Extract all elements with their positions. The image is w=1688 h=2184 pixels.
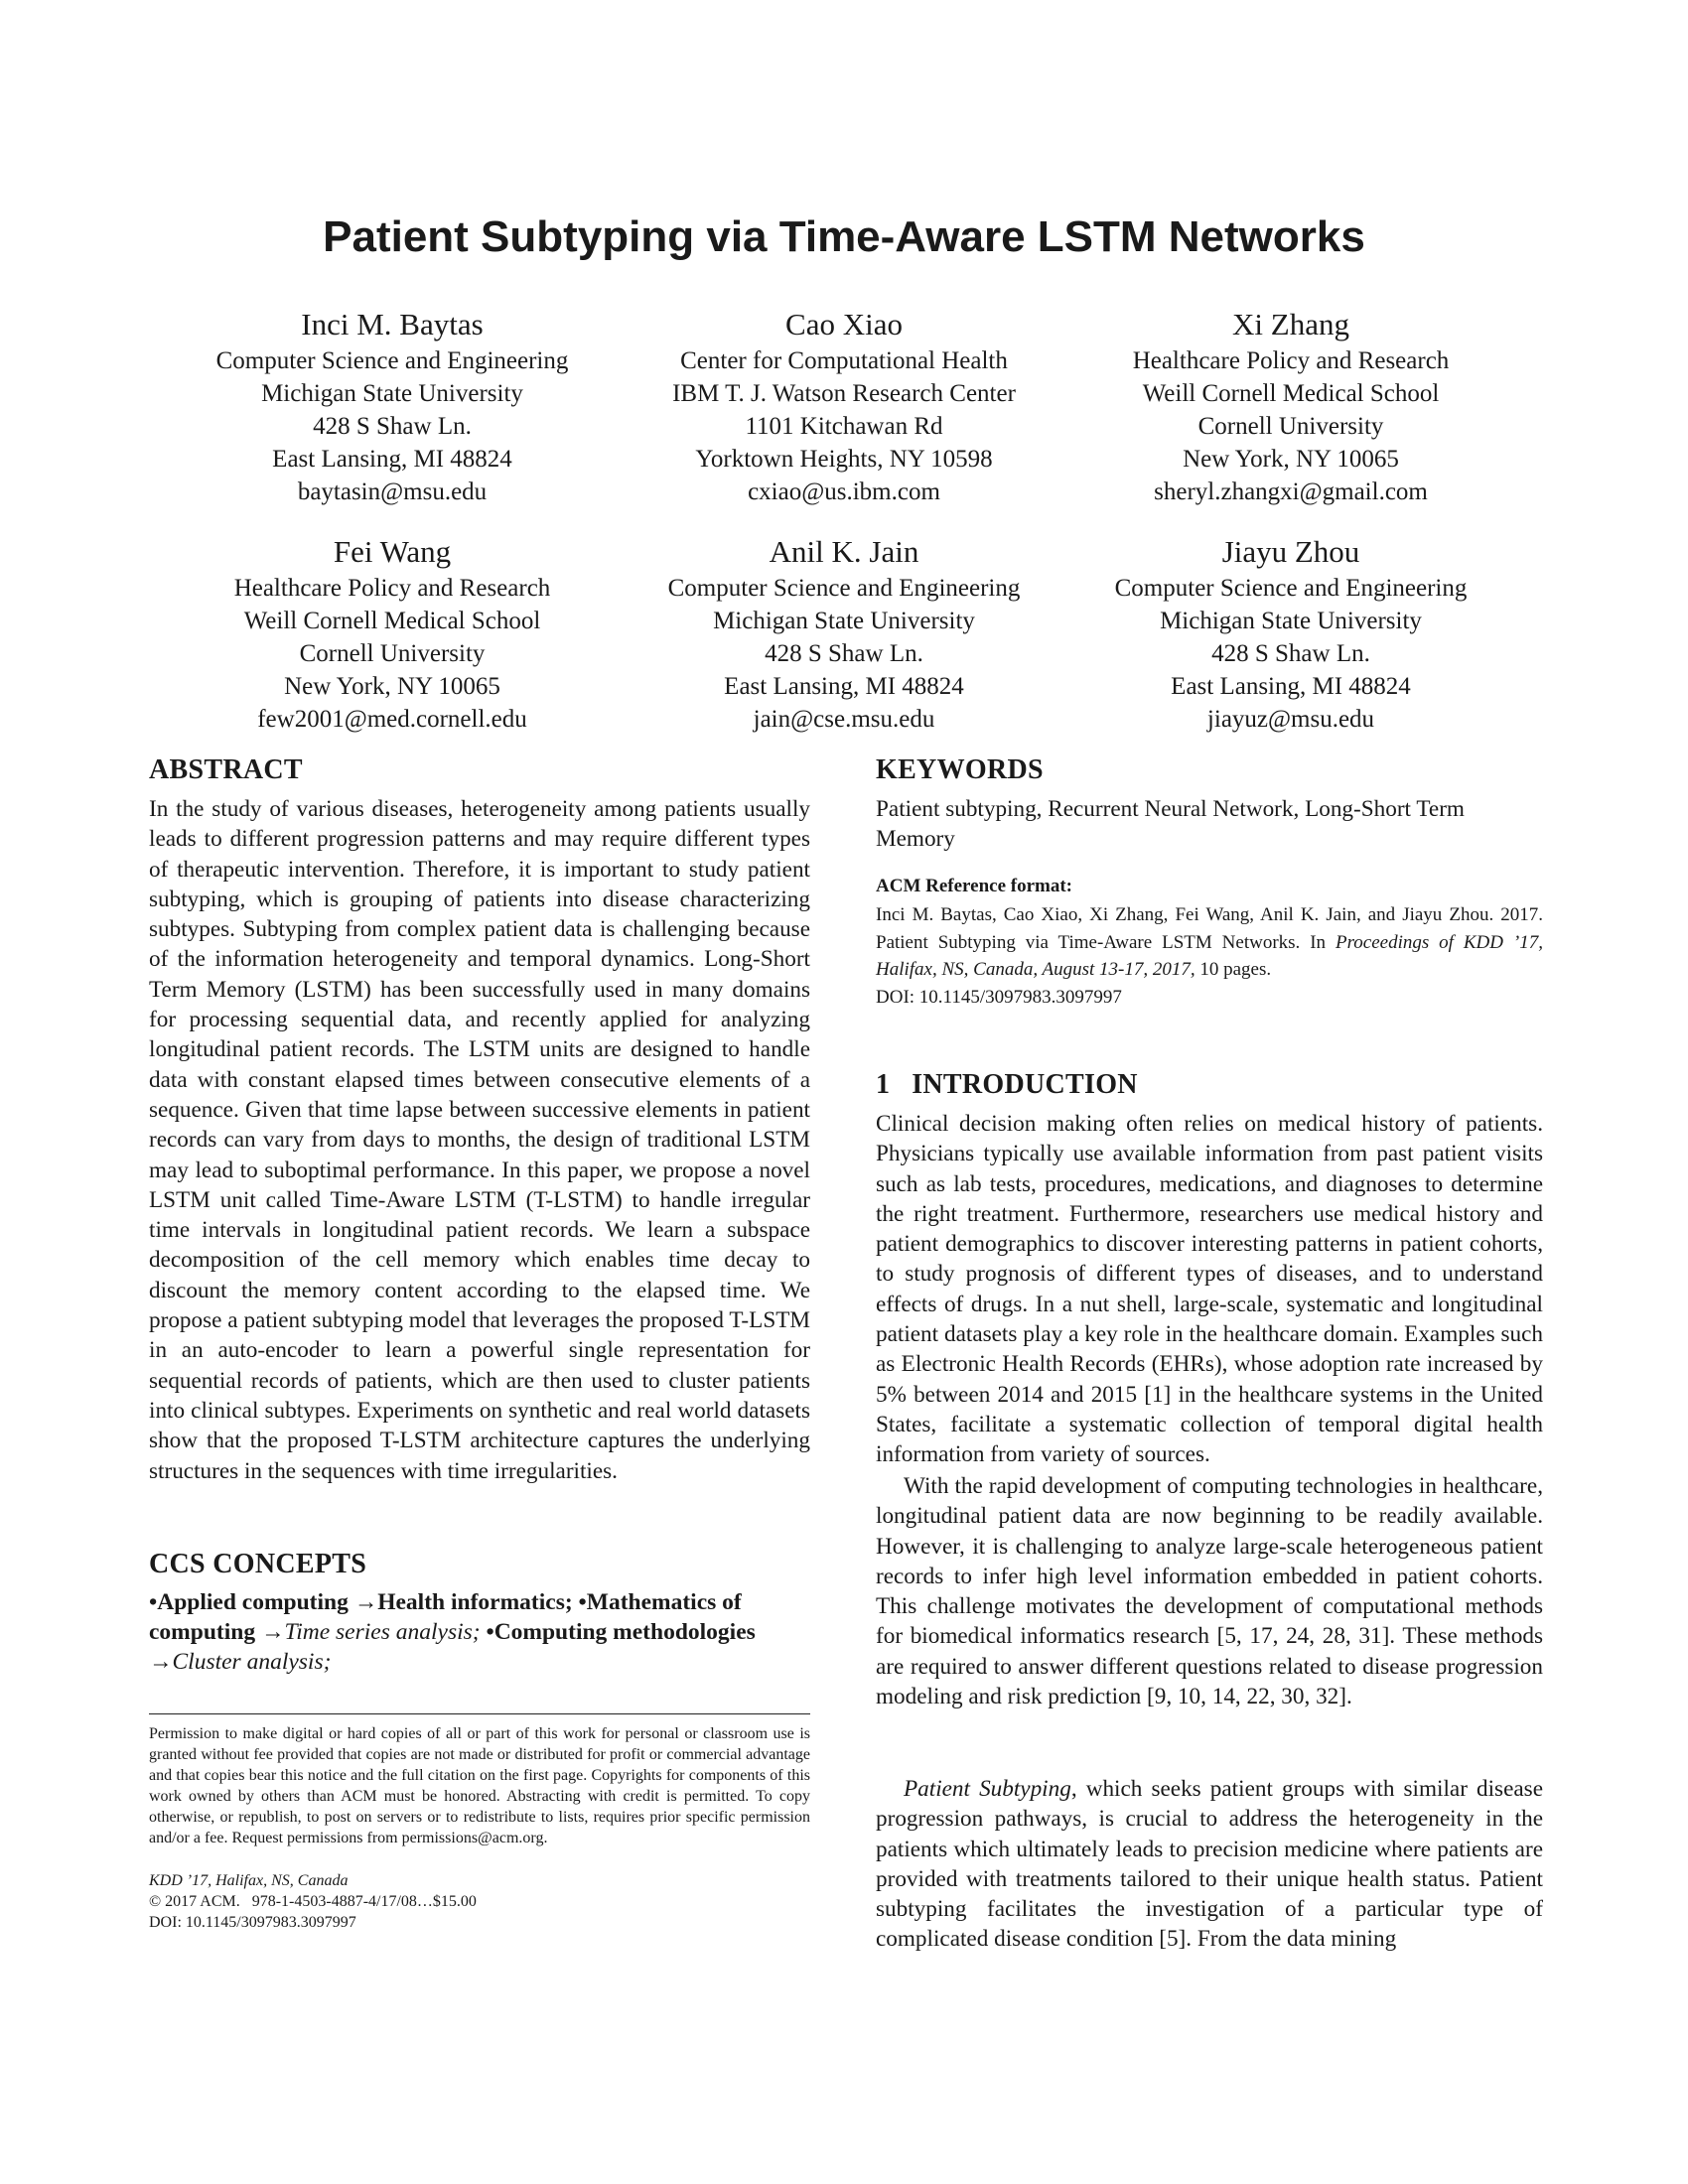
author-affiliation: Michigan State University <box>261 380 523 407</box>
ccs-heading: CCS CONCEPTS <box>149 1549 367 1579</box>
author-email[interactable]: jiayuz@msu.edu <box>1206 706 1375 733</box>
ccs-concepts <box>149 1587 814 1677</box>
author-name: Fei Wang <box>333 534 452 569</box>
intro-paragraph-3-text: , which seeks patient groups with similar disease progression pathways, is crucial to address the heterogeneity in the patients which ultimately leads to precision medicine where patients are provided with treatments tailored to their unique health status. Patient subtyping facilitates the investigation of a particular type of complicated disease condition [5]. From the data mining <box>876 1776 1543 1953</box>
author-address: Cornell University <box>1197 413 1384 440</box>
author-address: Yorktown Heights, NY 10598 <box>695 446 993 473</box>
author-address: 428 S Shaw Ln. <box>765 640 923 667</box>
author-address: 428 S Shaw Ln. <box>1211 640 1370 667</box>
author-address: East Lansing, MI 48824 <box>1171 673 1411 700</box>
intro-paragraph-2: With the rapid development of computing technologies in healthcare, longitudinal patient data are now beginning to be readily available. However, it is challenging to analyze large-scale heterogeneous patient records to infer high level information embedded in patient cohorts. This challenge motivates the development of computational methods for biomedical informatics research [5, 17, 24, 28, 31]. These methods are required to answer different questions related to disease progression modeling and risk prediction [9, 10, 14, 22, 30, 32]. <box>876 1473 1543 1710</box>
keywords-text: Patient subtyping, Recurrent Neural Network, Long-Short Term Memory <box>876 796 1465 853</box>
intro-heading-text: 1 INTRODUCTION <box>876 1069 1138 1100</box>
abstract-heading: ABSTRACT <box>149 754 303 785</box>
author-email[interactable]: jain@cse.msu.edu <box>753 706 935 733</box>
author-email[interactable]: cxiao@us.ibm.com <box>748 478 940 505</box>
author-affiliation: Computer Science and Engineering <box>667 575 1021 602</box>
copyright: © 2017 ACM. 978-1-4503-4887-4/17/08…$15.00 <box>149 1893 477 1910</box>
paper-title: Patient Subtyping via Time-Aware LSTM Networks <box>323 212 1365 261</box>
intro-heading <box>876 1069 1138 1101</box>
author-affiliation: Healthcare Policy and Research <box>233 575 551 602</box>
ccs-italic: Cluster analysis; <box>172 1649 332 1675</box>
acm-ref-doi[interactable]: DOI: 10.1145/3097983.3097997 <box>876 986 1122 1008</box>
author-email[interactable]: sheryl.zhangxi@gmail.com <box>1154 478 1428 505</box>
author-address: New York, NY 10065 <box>284 673 500 700</box>
acm-ref-heading: ACM Reference format: <box>876 876 1072 896</box>
author-address: East Lansing, MI 48824 <box>272 446 512 473</box>
venue: KDD ’17, Halifax, NS, Canada <box>149 1872 349 1889</box>
intro-paragraph-1: Clinical decision making often relies on medical history of patients. Physicians typically use available information from past patient visits such as lab tests, procedures, medications, and diagnoses to determine the right treatment. Furthermore, researchers use medical history and patient demographics to discover interesting patterns in patient cohorts, to study prognosis of different types of diseases, and to understand effects of drugs. In a nut shell, large-scale, systematic and longitudinal patient datasets play a key role in the healthcare domain. Examples such as Electronic Health Records (EHRs), whose adoption rate increased by 5% between 2014 and 2015 [1] in the healthcare systems in the United States, facilitate a systematic collection of temporal digital health information from variety of sources. <box>876 1111 1543 1468</box>
author-block <box>611 305 1077 508</box>
acm-ref-plain: Inci M. Baytas, Cao Xiao, Xi Zhang, Fei Wang, Anil K. Jain, and Jiayu Zhou. 2017. Patient Subtyping via Time-Aware LSTM Networks. In <box>876 904 1543 953</box>
abstract-text: In the study of various diseases, heterogeneity among patients usually leads to different progression patterns and may require different types of therapeutic intervention. Therefore, it is important to study patient subtyping, which is grouping of patients into disease characterizing subtypes. Subtyping from complex patient data is challenging because of the information heterogeneity and temporal dynamics. Long-Short Term Memory (LSTM) has been successfully used in many domains for processing sequential data, and recently applied for analyzing longitudinal patient records. The LSTM units are designed to handle data with constant elapsed times between consecutive elements of a sequence. Given that time lapse between successive elements in patient records can vary from days to months, the design of traditional LSTM may lead to suboptimal performance. In this paper, we propose a novel LSTM unit called Time-Aware LSTM (T-LSTM) to handle irregular time intervals in longitudinal patient records. We learn a subspace decomposition of the cell memory which enables time decay to discount the memory content according to the elapsed time. We propose a patient subtyping model that leverages the proposed T-LSTM in an auto-encoder to learn a powerful single representation for sequential records of patients, which are then used to cluster patients into clinical subtypes. Experiments on synthetic and real world datasets show that the proposed T-LSTM architecture captures the underlying structures in the sequences with time irregularities. <box>149 796 810 1484</box>
author-address: 428 S Shaw Ln. <box>313 413 472 440</box>
author-affiliation: Weill Cornell Medical School <box>1142 380 1440 407</box>
author-email[interactable]: baytasin@msu.edu <box>297 478 488 505</box>
author-affiliation: Michigan State University <box>713 608 975 634</box>
author-block <box>1057 305 1524 508</box>
author-address: 1101 Kitchawan Rd <box>745 413 943 440</box>
author-affiliation: Computer Science and Engineering <box>215 347 569 374</box>
author-block <box>1057 532 1524 736</box>
author-email[interactable]: few2001@med.cornell.edu <box>257 706 527 733</box>
author-affiliation: Weill Cornell Medical School <box>243 608 541 634</box>
acm-ref-text <box>876 901 1543 1011</box>
intro-term-italic: Patient Subtyping <box>904 1776 1071 1802</box>
author-address: East Lansing, MI 48824 <box>724 673 964 700</box>
author-name: Jiayu Zhou <box>1221 534 1360 569</box>
acm-ref-italic: Proceedings of KDD ’17, Halifax, NS, Canada, August 13-17, 2017, <box>876 931 1543 980</box>
author-name: Cao Xiao <box>785 307 903 341</box>
author-affiliation: Computer Science and Engineering <box>1114 575 1468 602</box>
author-affiliation: Healthcare Policy and Research <box>1132 347 1450 374</box>
permission-notice: Permission to make digital or hard copies of all or part of this work for personal or classroom use is granted without fee provided that copies are not made or distributed for profit or commercial advantage and that copies bear this notice and the full citation on the first page. Copyrights for components of this work owned by others than ACM must be honored. Abstracting with credit is permitted. To copy otherwise, or republish, to post on servers or to redistribute to lists, requires prior specific permission and/or a fee. Request permissions from permissions@acm.org. <box>149 1725 810 1846</box>
author-address: Cornell University <box>299 640 486 667</box>
author-block <box>159 305 626 508</box>
author-name: Inci M. Baytas <box>301 307 484 341</box>
footnote-divider <box>149 1713 810 1714</box>
acm-ref-plain: 10 pages. <box>1195 959 1272 980</box>
ccs-bold: •Applied computing →Health informatics; •Mathematics of computing → <box>149 1589 742 1645</box>
author-block <box>159 532 626 736</box>
doi[interactable]: DOI: 10.1145/3097983.3097997 <box>149 1914 356 1931</box>
author-address: New York, NY 10065 <box>1183 446 1399 473</box>
author-affiliation: Michigan State University <box>1160 608 1422 634</box>
author-name: Anil K. Jain <box>769 534 919 569</box>
ccs-italic: Time series analysis; <box>284 1619 481 1645</box>
keywords-heading: KEYWORDS <box>876 754 1044 785</box>
ccs-bold: •Computing methodologies → <box>149 1619 756 1675</box>
author-name: Xi Zhang <box>1232 307 1349 341</box>
author-block <box>611 532 1077 736</box>
author-affiliation: IBM T. J. Watson Research Center <box>672 380 1016 407</box>
author-affiliation: Center for Computational Health <box>680 347 1008 374</box>
intro-paragraph-3 <box>876 1774 1543 1955</box>
